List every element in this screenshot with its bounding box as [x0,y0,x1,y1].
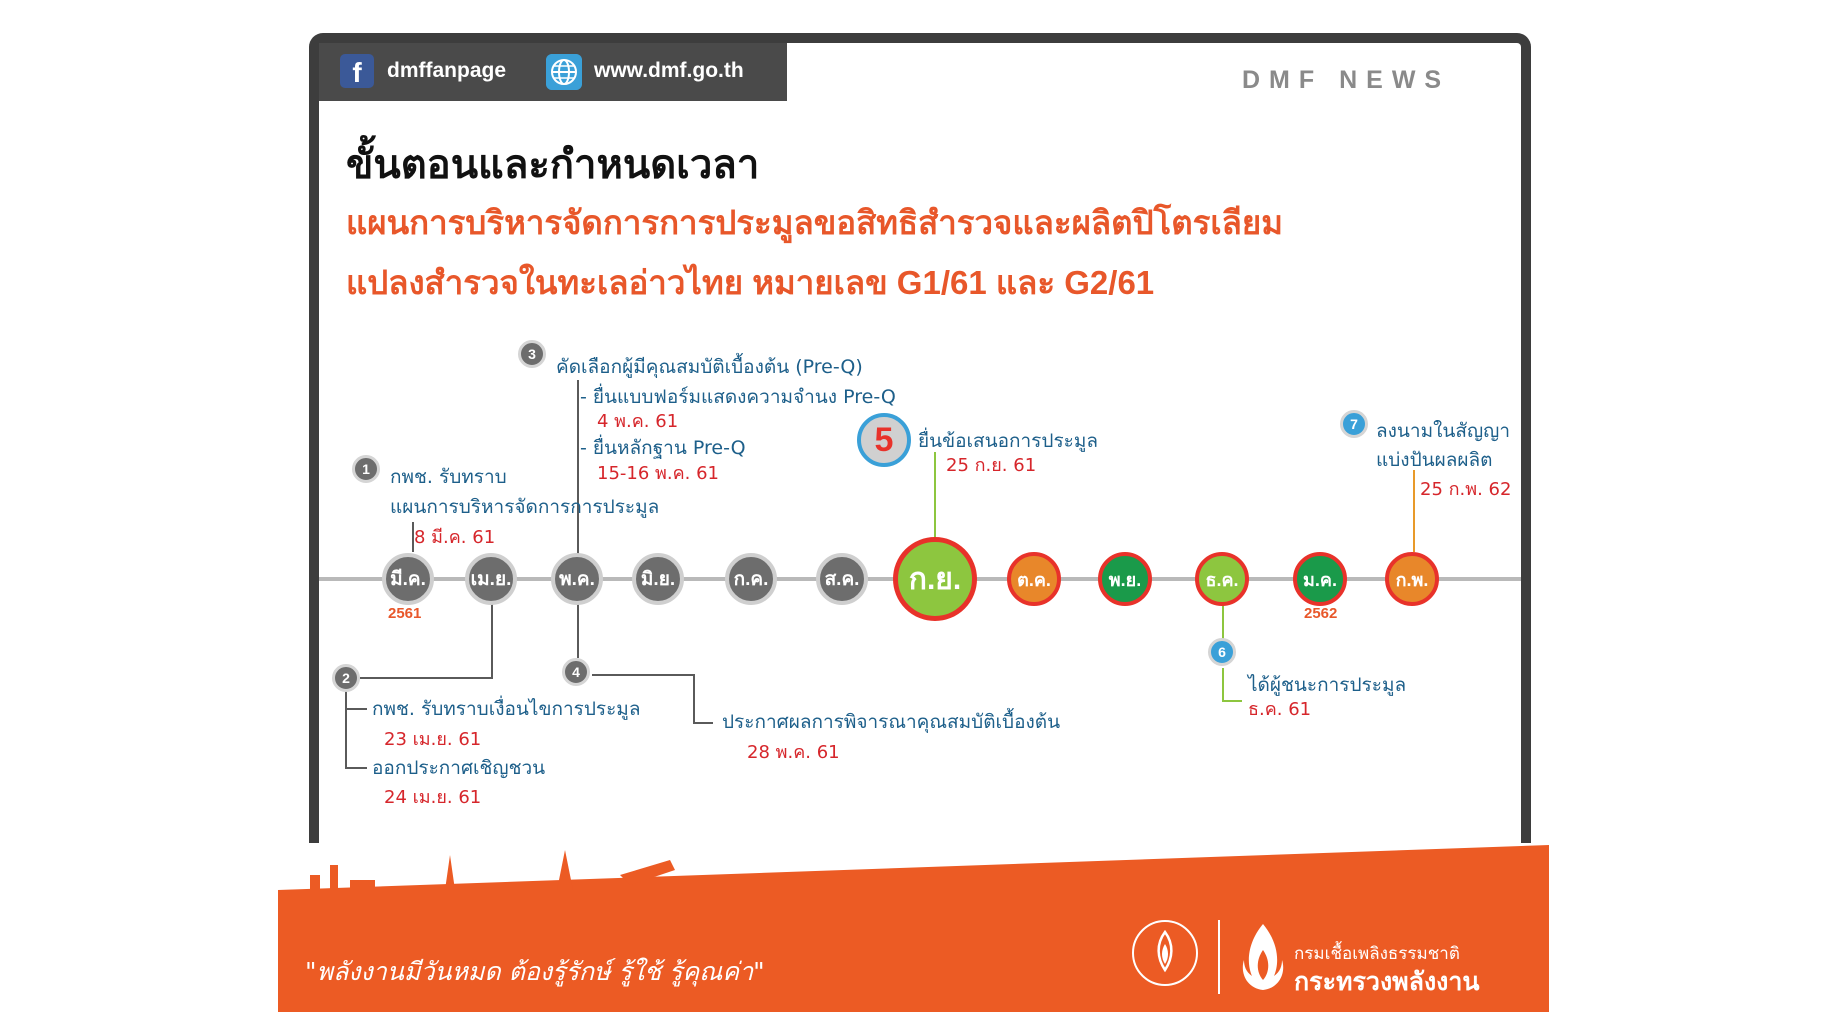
connector-4-tick [693,722,713,724]
connector-4-horizontal [592,674,694,676]
connector-2-tick-b [345,767,367,769]
connector-2-branch [345,690,347,768]
step-5-badge: 5 [857,413,911,467]
connector-6-tick [1222,700,1242,702]
globe-icon [546,54,582,90]
step-7-badge: 7 [1340,410,1368,438]
month-aug: ส.ค. [816,553,868,605]
step-7-date: 25 ก.พ. 62 [1420,479,1512,500]
step-4-badge: 4 [562,658,590,686]
step-6-badge: 6 [1208,638,1236,666]
step-1-date: 8 มี.ค. 61 [414,527,496,548]
subtitle-line-2: แปลงสำรวจในทะเลอ่าวไทย หมายเลข G1/61 และ G2/61 [346,264,1155,301]
step-2-date-1: 23 เม.ย. 61 [384,729,482,750]
facebook-handle[interactable]: dmffanpage [387,59,507,82]
step-2-badge: 2 [332,664,360,692]
footer-slogan: "พลังงานมีวันหมด ต้องรู้รักษ์ รู้ใช้ รู้คุณค่า" [305,957,765,986]
step-1-text: กพช. รับทราบ [390,466,507,488]
month-mar: มี.ค. [382,553,434,605]
facebook-icon: f [340,54,374,88]
step-6-date: ธ.ค. 61 [1248,699,1312,720]
step-4-text: ประกาศผลการพิจารณาคุณสมบัติเบื้องต้น [722,711,1061,733]
subtitle-line-1: แผนการบริหารจัดการการประมูลขอสิทธิสำรวจและผลิตปิโตรเลียม [346,204,1283,241]
connector-6 [1222,604,1224,640]
month-feb: ก.พ. [1385,552,1439,606]
website-link[interactable]: www.dmf.go.th [594,59,744,82]
step-6-text: ได้ผู้ชนะการประมูล [1248,674,1407,696]
dmf-seal-icon [1130,918,1200,988]
year-start: 2561 [388,605,422,622]
step-3-date-1: 4 พ.ค. 61 [597,411,679,432]
month-nov: พ.ย. [1098,552,1152,606]
step-5-date: 25 ก.ย. 61 [946,455,1037,476]
step-2-text-2: ออกประกาศเชิญชวน [372,757,546,779]
month-sep: ก.ย. [893,537,977,621]
step-7-text-2: แบ่งปันผลผลิต [1376,449,1493,471]
step-3-sub-1: - ยื่นแบบฟอร์มแสดงความจำนง Pre-Q [580,386,896,408]
connector-7 [1413,470,1415,552]
month-may: พ.ค. [551,553,603,605]
connector-3 [577,380,579,562]
step-7-text-1: ลงนามในสัญญา [1376,420,1511,442]
month-oct: ต.ค. [1007,552,1061,606]
step-1-badge: 1 [352,455,380,483]
connector-2-horizontal [360,677,493,679]
step-2-date-2: 24 เม.ย. 61 [384,787,482,808]
footer-ministry: กระทรวงพลังงาน [1294,967,1480,996]
step-3-date-2: 15-16 พ.ค. 61 [597,463,720,484]
step-3-sub-2: - ยื่นหลักฐาน Pre-Q [580,437,746,459]
step-3-badge: 3 [518,340,546,368]
step-4-date: 28 พ.ค. 61 [747,742,840,763]
month-jul: ก.ค. [725,553,777,605]
connector-5 [934,452,936,538]
month-jan: ม.ค. [1293,552,1347,606]
connector-2-tick-a [345,708,367,710]
connector-6-lower [1222,668,1224,702]
month-jun: มิ.ย. [632,553,684,605]
step-2-text-1: กพช. รับทราบเงื่อนไขการประมูล [372,698,641,720]
step-5-text: ยื่นข้อเสนอการประมูล [918,430,1099,452]
step-3-text: คัดเลือกผู้มีคุณสมบัติเบื้องต้น (Pre-Q) [556,356,863,378]
brand-label: DMF NEWS [1242,66,1451,94]
month-dec: ธ.ค. [1195,552,1249,606]
flame-logo-icon [1238,920,1288,994]
connector-4-vertical [693,674,695,724]
footer-divider [1218,920,1220,994]
page-title: ขั้นตอนและกำหนดเวลา [346,143,760,187]
step-1-text-2: แผนการบริหารจัดการการประมูล [390,496,660,518]
year-end: 2562 [1304,605,1338,622]
connector-4-stem [577,604,579,658]
connector-2-vertical [491,604,493,678]
month-apr: เม.ย. [465,553,517,605]
footer-department: กรมเชื้อเพลิงธรรมชาติ [1294,944,1460,964]
